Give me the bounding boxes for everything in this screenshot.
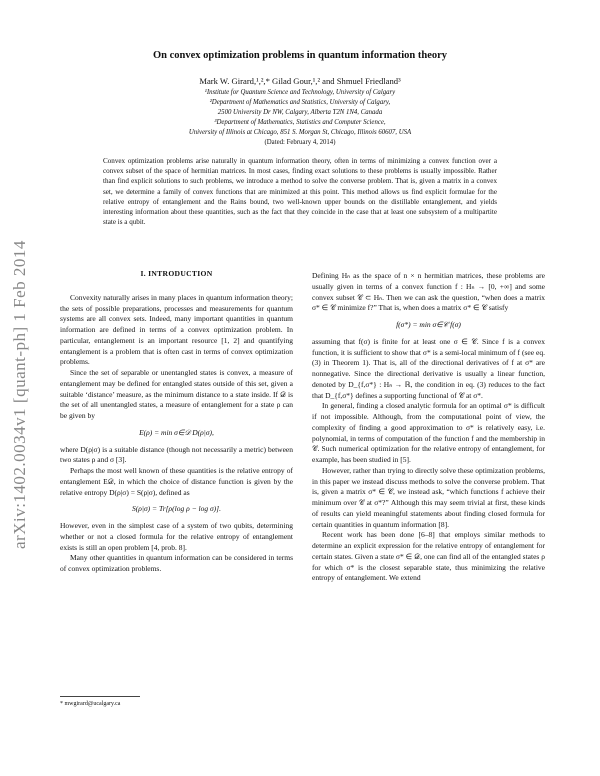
- affiliation-line: 2500 University Dr NW, Calgary, Alberta T2N 1N4, Canada: [217, 109, 383, 117]
- right-column: [312, 271, 545, 584]
- paragraph: Perhaps the most well known of these quantities is the relative entropy of entanglement E𝒟, in which the choice of distance function is given by the relative entropy D(ρ|σ) = S(ρ|σ), defined as: [60, 466, 293, 497]
- affiliation-line: ¹Institute for Quantum Science and Technology, University of Calgary: [204, 89, 396, 96]
- paragraph: assuming that f(σ) is finite for at least one σ ∈ 𝒞. Since f is a convex function, it is sufficient to show that σ* is a semi-local minimum of f (see eq. (3) in Theorem 1). That is, all of the directional derivatives of f at σ* are nonnegative. Since the directional derivative is usually a linear function, denoted by D_{f,σ*} : Hₙ → ℝ, the condition in eq. (3) reduces to the fact that D_{f,σ*} defines a supporting functional of 𝒞 at σ*.: [312, 336, 545, 400]
- affiliation-line: ²Department of Mathematics and Statistics, University of Calgary,: [209, 99, 391, 107]
- footnote-rule: [60, 696, 140, 697]
- paragraph: In general, finding a closed analytic formula for an optimal σ* is difficult if not impossible. Although, from the computational point of view, the complexity of finding a good approximation to σ* is relatively easy, i.e. polynomial, in terms of computation of the function f and the membership in 𝒞. Such numerical optimization for the relative entropy of entanglement, for example, has been studied in [5].: [312, 401, 545, 464]
- footnote-email: * mwgirard@ucalgary.ca: [60, 701, 121, 707]
- abstract: Convex optimization problems arise naturally in quantum information theory, often in terms of minimizing a convex function over a convex subset of the space of hermitian matrices. In most cases, finding exact solutions to these problems is usually impossible. Rather than find explicit solutions to such problems, we introduce a method to solve the converse problem. That is, given a matrix in a convex set, we determine a family of convex functions that are minimized at this point. This method allows us find explicit formulae for the relative entropy of entanglement and the Rains bound, two well-known upper bounds on the distillable entanglement, and yields interesting information about these quantities, such as the fact that they coincide in the case that at least one subsystem of a multipartite state is a qubit.: [103, 157, 497, 227]
- section-heading: I. INTRODUCTION: [140, 269, 213, 278]
- paper-title: On convex optimization problems in quantum information theory: [152, 50, 448, 61]
- dated-line: (Dated: February 4, 2014): [264, 139, 336, 147]
- arxiv-identifier: arXiv:1402.0034v1 [quant-ph] 1 Feb 2014: [10, 240, 29, 550]
- author-list: Mark W. Girard,¹,²,* Gilad Gour,¹,² and Shmuel Friedland³: [199, 76, 401, 86]
- paragraph: Convexity naturally arises in many places in quantum information theory; the sets of possible preparations, processes and measurements for quantum systems are all convex sets. Indeed, many important quantities in quantum information are defined in terms of a convex optimization problem. In particular, entanglement is an important resource [1, 2] and quantifying entanglement is a problem that is often cast in terms of convex optimization problems.: [60, 292, 293, 367]
- paragraph: where D(ρ|σ) is a suitable distance (though not necessarily a metric) between two states ρ and σ [3].: [60, 444, 293, 465]
- affiliations: [60, 88, 540, 149]
- equation: f(σ*) = min σ∈𝒞 f(σ): [396, 320, 461, 329]
- equation: E(ρ) = min σ∈𝒟 D(ρ|σ),: [139, 427, 214, 437]
- affiliation-line: University of Illinois at Chicago, 851 S. Morgan St, Chicago, Illinois 60607, USA: [188, 129, 412, 137]
- paragraph: Many other quantities in quantum information can be considered in terms of convex optimization problems.: [60, 553, 293, 573]
- left-column: [60, 267, 293, 575]
- paragraph: However, rather than trying to directly solve these optimization problems, in this paper we instead discuss methods to solve the converse problem. That is, given a matrix σ* ∈ 𝒞, we instead ask, “which functions f achieve their minimum over 𝒞 at σ*?” Although this may seem trivial at first, these kinds of results can yield meaningful statements about finding closed formula for certain quantities in quantum information [8].: [312, 465, 545, 529]
- equation: S(ρ|σ) = Tr[ρ(log ρ − log σ)].: [132, 504, 221, 514]
- paragraph: However, even in the simplest case of a system of two qubits, determining whether or not a closed formula for the relative entropy of entanglement exists is still an open problem [4, prob. 8].: [60, 521, 293, 552]
- paragraph: Since the set of separable or unentangled states is convex, a measure of entanglement may be defined for entangled states outside of this set, given a suitable ‘distance’ measure, as the minimum distance to a state inside. If 𝒟 is the set of all unentangled states, a measure of entanglement for a state ρ can be given by: [60, 368, 293, 420]
- paragraph: Defining Hₙ as the space of n × n hermitian matrices, these problems are usually given in terms of a convex function f : Hₙ → [0, +∞] and some convex subset 𝒞 ⊂ Hₙ. Then we can ask the question, “when does a matrix σ* ∈ 𝒞 minimize f?” That is, when does a matrix σ* ∈ 𝒞 satisfy: [312, 271, 545, 313]
- footnote: [60, 696, 293, 707]
- paragraph: Recent work has been done [6–8] that employs similar methods to determine an explicit expression for the relative entropy of entanglement for certain states. Given a state σ* ∈ 𝒟, one can find all of the entangled states ρ for which σ* is the closest separable state, thus minimizing the relative entropy of entanglement. We extend: [312, 530, 545, 583]
- affiliation-line: ³Department of Mathematics, Statistics and Computer Science,: [214, 119, 386, 127]
